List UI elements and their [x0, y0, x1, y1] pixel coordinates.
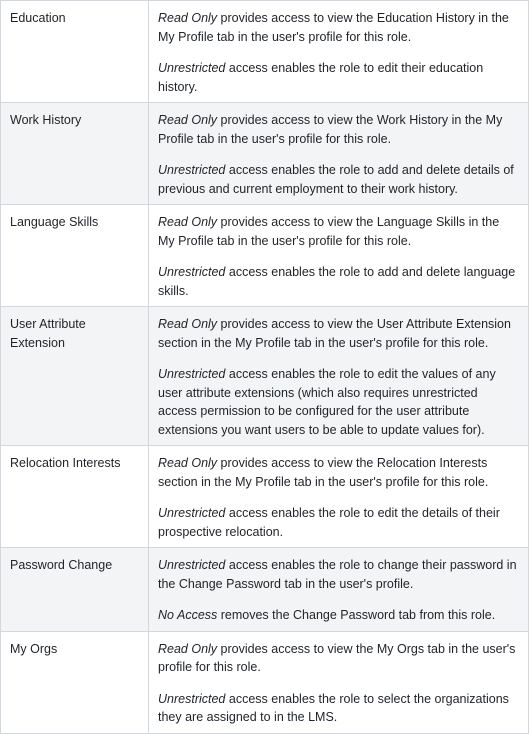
- permission-description: [149, 548, 529, 632]
- access-level-term: Read Only: [158, 456, 218, 470]
- access-level-term: Read Only: [158, 215, 218, 229]
- description-text: provides access to view the Work History in the My Profile tab in the user's profile for this role.: [158, 113, 503, 146]
- access-level-term: No Access: [158, 608, 218, 622]
- description-text: access enables the role to select the organizations they are assigned to in the LMS.: [158, 691, 509, 724]
- description-paragraph: [158, 161, 519, 198]
- description-text: provides access to view the Language Skills in the My Profile tab in the user's profile for this role.: [158, 215, 500, 248]
- access-level-term: Read Only: [158, 641, 218, 656]
- permission-description: [149, 446, 529, 548]
- access-level-term: Read Only: [158, 317, 218, 331]
- description-paragraph: [158, 640, 519, 677]
- access-level-term: Read Only: [158, 11, 218, 25]
- description-paragraph: [158, 365, 519, 439]
- description-paragraph: [158, 504, 519, 541]
- table-row: [1, 1, 529, 103]
- access-level-term: Unrestricted: [158, 558, 226, 572]
- table-row: [1, 205, 529, 307]
- table-row: [1, 446, 529, 548]
- description-text: access enables the role to add and delete language skills.: [158, 265, 516, 298]
- description-text: access enables the role to edit their education history.: [158, 61, 484, 94]
- permission-description: [149, 103, 529, 205]
- access-level-term: Unrestricted: [158, 163, 226, 177]
- access-level-term: Unrestricted: [158, 265, 226, 279]
- permission-name: Password Change: [1, 548, 149, 632]
- description-text: access enables the role to edit the values of any user attribute extensions (which also requires unrestricted access permission to be configured for the user attribute extensions you want users to be able to update values for).: [158, 367, 496, 437]
- description-text: removes the Change Password tab from this role.: [217, 608, 496, 622]
- description-text: access enables the role to change their password in the Change Password tab in the user's profile.: [158, 558, 517, 591]
- description-paragraph: [158, 213, 519, 250]
- table-row: [1, 631, 529, 733]
- description-text: provides access to view the My Orgs tab in the user's profile for this role.: [158, 641, 516, 674]
- access-level-term: Unrestricted: [158, 61, 226, 75]
- permission-name: Work History: [1, 103, 149, 205]
- permission-description: [149, 307, 529, 446]
- description-text: provides access to view the Relocation Interests section in the My Profile tab in the user's profile for this role.: [158, 456, 489, 489]
- permission-name: Relocation Interests: [1, 446, 149, 548]
- description-text: provides access to view the User Attribute Extension section in the My Profile tab in the user's profile for this role.: [158, 317, 511, 350]
- description-paragraph: [158, 556, 519, 593]
- access-level-term: Unrestricted: [158, 506, 226, 520]
- access-level-term: Read Only: [158, 113, 218, 127]
- permission-description: [149, 205, 529, 307]
- permission-description: [149, 631, 529, 733]
- table-row: [1, 548, 529, 632]
- description-paragraph: [158, 690, 519, 727]
- access-level-term: Unrestricted: [158, 691, 226, 706]
- description-paragraph: [158, 59, 519, 96]
- description-paragraph: [158, 606, 519, 625]
- description-text: provides access to view the Education History in the My Profile tab in the user's profile for this role.: [158, 11, 509, 44]
- permission-name: Education: [1, 1, 149, 103]
- description-paragraph: [158, 111, 519, 148]
- permission-name: Language Skills: [1, 205, 149, 307]
- table-row: [1, 307, 529, 446]
- permission-name: User Attribute Extension: [1, 307, 149, 446]
- description-paragraph: [158, 9, 519, 46]
- description-paragraph: [158, 454, 519, 491]
- access-level-term: Unrestricted: [158, 367, 226, 381]
- description-paragraph: [158, 315, 519, 352]
- description-text: access enables the role to edit the details of their prospective relocation.: [158, 506, 500, 539]
- description-paragraph: [158, 263, 519, 300]
- description-text: access enables the role to add and delete details of previous and current employment to their work history.: [158, 163, 514, 196]
- table-row: [1, 103, 529, 205]
- permission-name: My Orgs: [1, 631, 149, 733]
- permission-description: [149, 1, 529, 103]
